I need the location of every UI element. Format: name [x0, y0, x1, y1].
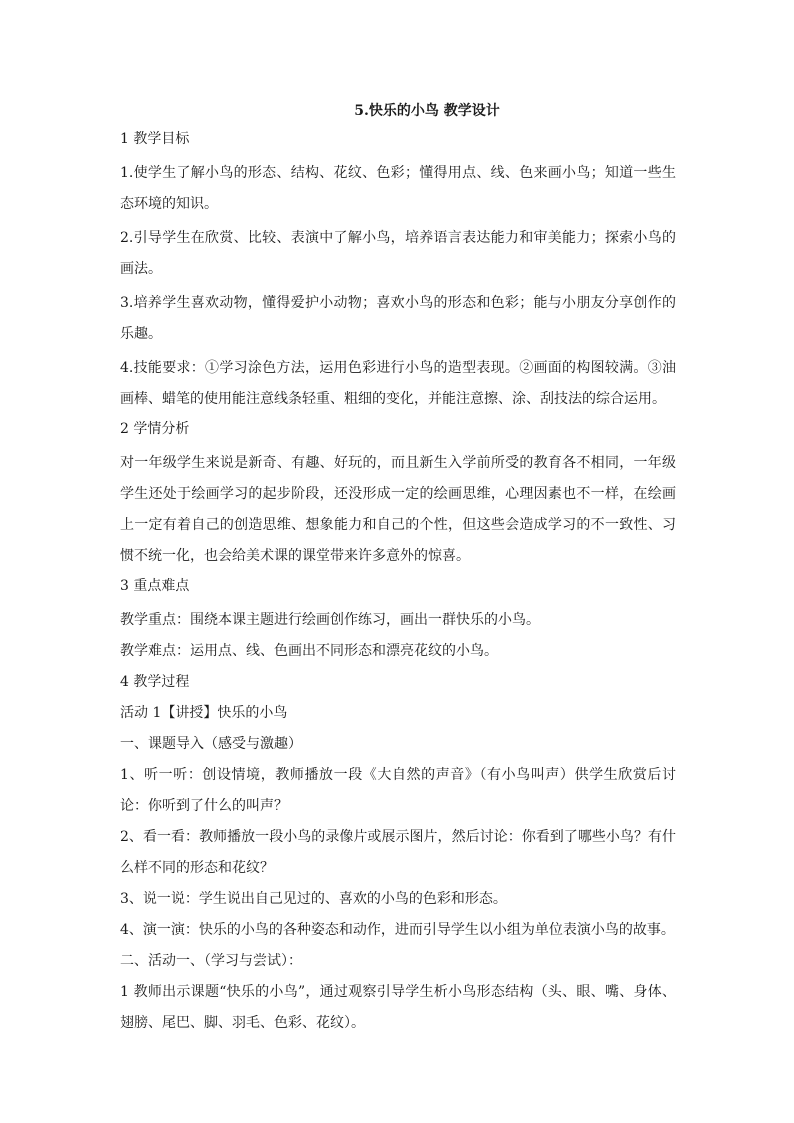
- part2-item-1: 1 教师出示课题“快乐的小鸟”，通过观察引导学生析小鸟形态结构（头、眼、嘴、身体、翅膀、尾巴、脚、羽毛、色彩、花纹）。: [120, 984, 676, 1031]
- section-heading-key-points: 3 重点难点: [120, 578, 190, 594]
- part1-item-3: 3、说一说：学生说出自己见过的、喜欢的小鸟的色彩和形态。: [120, 891, 507, 907]
- part1-item-1: 1、听一听：创设情境，教师播放一段《大自然的声音》（有小鸟叫声）供学生欣赏后讨论：你听到了什么的叫声？: [120, 767, 676, 814]
- part1-item-4: 4、演一演：快乐的小鸟的各种姿态和动作，进而引导学生以小组为单位表演小鸟的故事。: [120, 922, 675, 938]
- analysis-paragraph: 对一年级学生来说是新奇、有趣、好玩的，而且新生入学前所受的教育各不相同，一年级学生还处于绘画学习的起步阶段，还没形成一定的绘画思维，心理因素也不一样，在绘画上一定有着自己的创造思维、想象能力和自己的个性，但这些会造成学习的不一致性、习惯不统一化，也会给美术课的课堂带来许多意外的惊喜。: [120, 455, 676, 564]
- goal-item-3: 3.培养学生喜欢动物，懂得爱护小动物；喜欢小鸟的形态和色彩；能与小朋友分享创作的乐趣。: [120, 295, 676, 342]
- part2-heading: 二、活动一、（学习与尝试）：: [120, 953, 302, 969]
- goal-item-1: 1.使学生了解小鸟的形态、结构、花纹、色彩；懂得用点、线、色来画小鸟；知道一些生态环境的知识。: [120, 165, 676, 212]
- document-title: 5.快乐的小鸟 教学设计: [354, 103, 500, 119]
- difficulty-text: 教学难点：运用点、线、色画出不同形态和漂亮花纹的小鸟。: [120, 643, 498, 659]
- section-heading-goals: 1 教学目标: [120, 131, 190, 147]
- part1-heading: 一、课题导入（感受与激趣）: [120, 736, 302, 752]
- goal-item-2: 2.引导学生在欣赏、比较、表演中了解小鸟，培养语言表达能力和审美能力；探索小鸟的画法。: [120, 230, 676, 277]
- part1-item-2: 2、看一看：教师播放一段小鸟的录像片或展示图片，然后讨论：你看到了哪些小鸟？有什么样不同的形态和花纹？: [120, 829, 676, 876]
- key-point-text: 教学重点：围绕本课主题进行绘画创作练习，画出一群快乐的小鸟。: [120, 612, 540, 628]
- section-heading-analysis: 2 学情分析: [120, 421, 190, 437]
- goal-item-4: 4.技能要求：①学习涂色方法，运用色彩进行小鸟的造型表现。②画面的构图较满。③油画棒、蜡笔的使用能注意线条轻重、粗细的变化，并能注意擦、涂、刮技法的综合运用。: [120, 360, 676, 407]
- section-heading-process: 4 教学过程: [120, 674, 190, 690]
- activity-title: 活动 1【讲授】快乐的小鸟: [120, 705, 288, 721]
- document-page: [120, 100, 676, 1039]
